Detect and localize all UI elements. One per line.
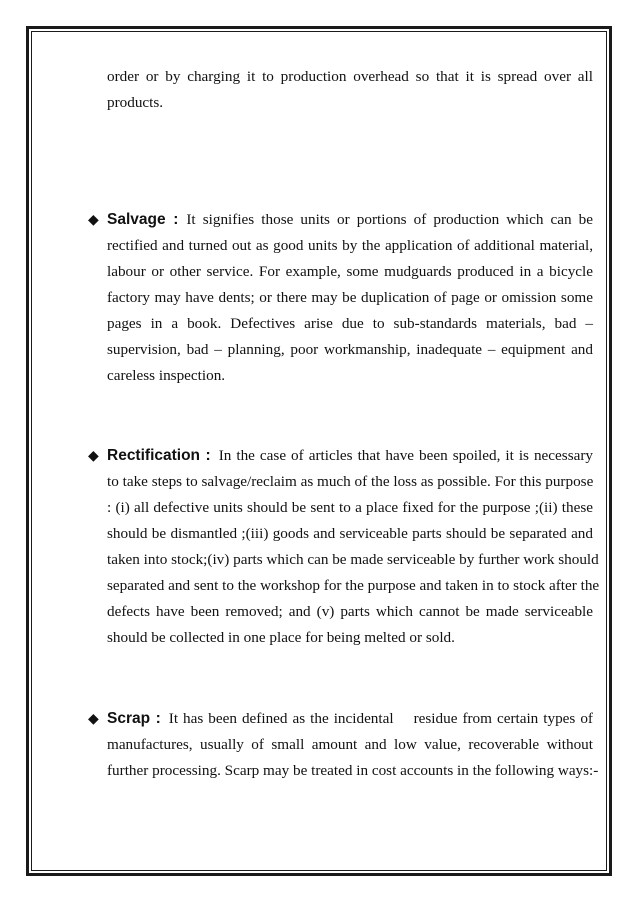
rectification-line: separated and sent to the workshop for the purpose and taken in to stock after the bbox=[107, 577, 600, 594]
salvage-line: careless inspection. bbox=[107, 367, 226, 384]
diamond-bullet-icon: ◆ bbox=[88, 711, 99, 727]
diamond-bullet-icon: ◆ bbox=[88, 212, 99, 228]
rectification-line: should be dismantled ;(iii) goods and serviceable parts should be separated and bbox=[107, 525, 593, 542]
salvage-line: supervision, bad – planning, poor workmanship, inadequate – equipment and bbox=[107, 341, 593, 358]
scrap-paragraph bbox=[107, 706, 599, 784]
rectification-line: defects have been removed; and (v) parts which cannot be made serviceable bbox=[107, 603, 593, 620]
scrap-line: It has been defined as the incidental residue from certain types of bbox=[168, 710, 593, 727]
scrap-line: manufactures, usually of small amount and low value, recoverable without bbox=[107, 736, 593, 753]
salvage-line: It signifies those units or portions of production which can be bbox=[186, 211, 594, 228]
salvage-line: labour or other service. For example, some mudguards produced in a bicycle bbox=[107, 263, 593, 280]
scrap-line: further processing. Scarp may be treated in cost accounts in the following ways:- bbox=[107, 762, 599, 779]
rectification-first-line bbox=[107, 443, 593, 469]
rectification-heading: Rectification : bbox=[107, 447, 211, 464]
scrap-heading: Scrap : bbox=[107, 710, 161, 727]
intro-line: products. bbox=[107, 94, 164, 111]
salvage-first-line bbox=[107, 207, 593, 233]
scrap-first-line bbox=[107, 706, 593, 732]
rectification-line: to take steps to salvage/reclaim as much of the loss as possible. For this purpose bbox=[107, 473, 594, 490]
diamond-bullet-icon: ◆ bbox=[88, 448, 99, 464]
rectification-paragraph bbox=[107, 443, 600, 651]
intro-paragraph bbox=[107, 64, 593, 116]
rectification-line: : (i) all defective units should be sent to a place fixed for the purpose ;(ii) these bbox=[107, 499, 593, 516]
salvage-line: pages in a book. Defectives arise due to sub-standards materials, bad – bbox=[107, 315, 593, 332]
rectification-line: should be collected in one place for being melted or sold. bbox=[107, 629, 455, 646]
salvage-line: rectified and turned out as good units by the application of additional material, bbox=[107, 237, 593, 254]
salvage-paragraph bbox=[107, 207, 593, 389]
rectification-line: In the case of articles that have been spoiled, it is necessary bbox=[218, 447, 593, 464]
rectification-line: taken into stock;(iv) parts which can be made serviceable by further work should bbox=[107, 551, 599, 568]
salvage-line: factory may have dents; or there may be duplication of page or omission some bbox=[107, 289, 593, 306]
intro-line: order or by charging it to production overhead so that it is spread over all bbox=[107, 68, 593, 85]
salvage-heading: Salvage : bbox=[107, 211, 179, 228]
